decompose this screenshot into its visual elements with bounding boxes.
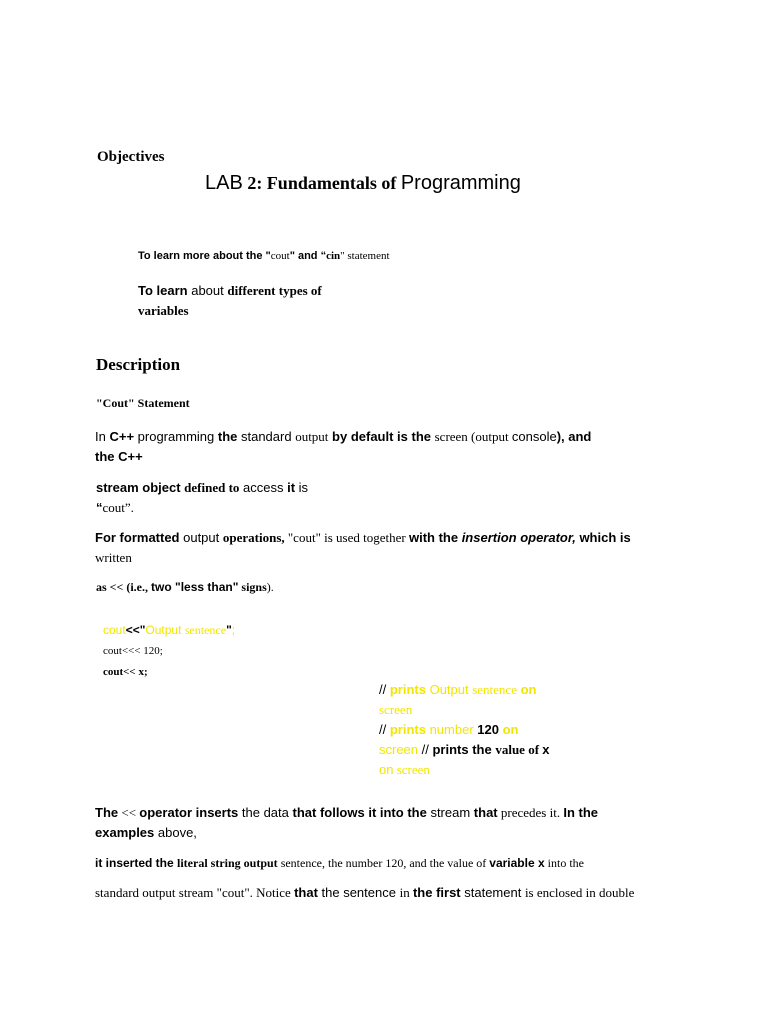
text: // bbox=[379, 722, 390, 737]
text: operations, bbox=[222, 530, 285, 545]
text: For formatted bbox=[95, 530, 180, 545]
text: defined to bbox=[184, 480, 240, 495]
code-token: cout bbox=[103, 623, 126, 637]
paragraph-2-line-1 bbox=[96, 480, 308, 496]
text: C++ bbox=[109, 429, 135, 444]
page-title bbox=[205, 172, 521, 195]
text: that bbox=[294, 885, 318, 900]
text: is bbox=[295, 480, 309, 495]
text: 120 bbox=[477, 722, 499, 737]
text: The bbox=[95, 805, 119, 820]
objective-item-1 bbox=[138, 250, 390, 262]
paragraph-7 bbox=[95, 885, 634, 901]
text: "cout" is used together bbox=[284, 530, 409, 545]
text: operator inserts bbox=[139, 805, 239, 820]
text: access bbox=[239, 480, 288, 495]
text: the first bbox=[412, 885, 461, 900]
text: screen bbox=[393, 762, 430, 777]
cout-statement-heading: "Cout" Statement bbox=[96, 396, 190, 410]
text: on bbox=[498, 722, 519, 737]
paragraph-2-line-2 bbox=[96, 500, 134, 516]
comment-line-5 bbox=[379, 762, 430, 778]
text: precedes it. bbox=[497, 805, 564, 820]
text: prints the bbox=[432, 742, 496, 757]
paragraph-1-line-1 bbox=[95, 429, 591, 445]
text: with the bbox=[408, 530, 462, 545]
text: signs bbox=[238, 580, 267, 594]
text: In bbox=[95, 429, 110, 444]
text: which is bbox=[575, 530, 631, 545]
text: prints bbox=[389, 682, 426, 697]
comment-line-2: screen bbox=[379, 702, 413, 717]
description-heading: Description bbox=[96, 355, 181, 374]
text: that bbox=[473, 805, 498, 820]
paragraph-6 bbox=[95, 856, 584, 871]
text: on bbox=[379, 762, 394, 777]
text: by default is the bbox=[328, 429, 435, 444]
text: two "less than" bbox=[151, 580, 239, 594]
comment-line-1 bbox=[379, 682, 536, 698]
paragraph-5-line-1 bbox=[95, 805, 598, 821]
text: on bbox=[516, 682, 537, 697]
code-line-1 bbox=[103, 623, 235, 638]
text: literal string output bbox=[177, 856, 278, 870]
text: value of bbox=[495, 742, 543, 757]
text: screen (output bbox=[434, 429, 512, 444]
text: variable x bbox=[489, 856, 545, 870]
text: standard output stream "cout". Notice bbox=[95, 885, 295, 900]
text: cout”. bbox=[102, 500, 134, 515]
text: number bbox=[425, 722, 478, 737]
paragraph-3-line-1 bbox=[95, 530, 631, 546]
objective-item-2-line-1 bbox=[138, 283, 322, 299]
text: it bbox=[287, 480, 296, 495]
text: // bbox=[418, 742, 433, 757]
text: programming bbox=[134, 429, 218, 444]
text: In the bbox=[563, 805, 599, 820]
objective-text: cin bbox=[326, 250, 341, 262]
paragraph-5-line-2 bbox=[95, 825, 197, 840]
text: that follows it into the bbox=[292, 805, 427, 820]
text: statement bbox=[460, 885, 525, 900]
title-lab: LAB bbox=[205, 172, 243, 194]
text: stream object bbox=[96, 480, 185, 495]
objectives-heading: Objectives bbox=[97, 149, 165, 165]
comment-line-3 bbox=[379, 722, 518, 737]
text: << bbox=[118, 805, 140, 820]
text: in bbox=[399, 885, 413, 900]
objective-text: " and “ bbox=[289, 250, 327, 262]
title-programming: Programming bbox=[400, 172, 521, 194]
text: it inserted the bbox=[95, 856, 178, 870]
objective-text: To learn bbox=[138, 283, 188, 298]
text: console bbox=[511, 429, 557, 444]
text: into the bbox=[544, 856, 584, 870]
objective-text: To learn more about the " bbox=[138, 250, 271, 262]
text: ). bbox=[266, 580, 274, 594]
text: // bbox=[379, 682, 390, 697]
code-line-3: cout<< x; bbox=[103, 666, 148, 678]
text: insertion operator, bbox=[461, 530, 576, 545]
code-token: ; bbox=[231, 623, 236, 637]
comment-line-4 bbox=[379, 742, 550, 758]
text: Output bbox=[425, 682, 473, 697]
text: standard bbox=[237, 429, 296, 444]
text: examples bbox=[95, 825, 155, 840]
text: is enclosed in double bbox=[524, 885, 635, 900]
text: the bbox=[217, 429, 238, 444]
text: “ bbox=[96, 500, 103, 515]
text: prints bbox=[389, 722, 426, 737]
title-middle: 2: Fundamentals of bbox=[242, 173, 401, 193]
paragraph-4 bbox=[96, 580, 274, 595]
text: x bbox=[542, 742, 550, 757]
text: output bbox=[179, 530, 223, 545]
paragraph-3-line-2: written bbox=[95, 550, 132, 565]
text: sentence, the number 120, and the value of bbox=[277, 856, 490, 870]
text: screen bbox=[379, 742, 419, 757]
text: the data bbox=[238, 805, 293, 820]
code-token: <<" bbox=[125, 623, 146, 637]
text: output bbox=[295, 429, 329, 444]
code-line-2: cout<<< 120; bbox=[103, 645, 163, 657]
objective-text: different types of bbox=[227, 283, 322, 298]
objective-text: cout bbox=[270, 250, 290, 262]
text: ), and bbox=[556, 429, 592, 444]
paragraph-1-line-2: the C++ bbox=[95, 449, 143, 464]
text: above, bbox=[154, 825, 197, 840]
text: sentence bbox=[472, 682, 517, 697]
objective-text: about bbox=[187, 283, 228, 298]
objective-text: " statement bbox=[340, 250, 390, 262]
code-token: sentence bbox=[184, 623, 227, 637]
code-token: " bbox=[226, 623, 232, 637]
text: stream bbox=[426, 805, 474, 820]
code-token: Output bbox=[145, 623, 185, 637]
text: the sentence bbox=[317, 885, 400, 900]
text: as << (i.e., bbox=[96, 580, 152, 594]
objective-item-2-line-2: variables bbox=[138, 303, 189, 318]
